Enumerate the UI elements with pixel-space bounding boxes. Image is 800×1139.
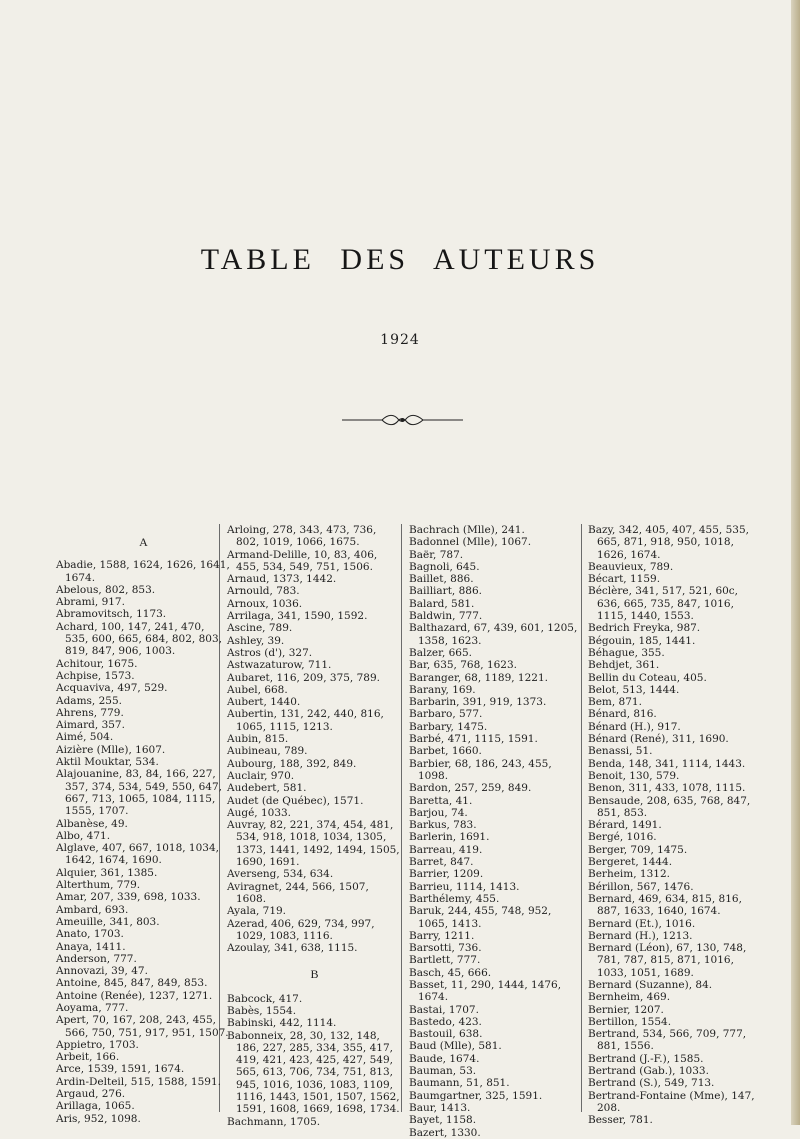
index-entry: Barbé, 471, 1115, 1591. (409, 733, 538, 746)
index-entry: Bernard (Léon), 67, 130, 748, 781, 787, 815, 871, 1016, 1033, 1051, 1689. (588, 942, 747, 979)
index-entry: Argaud, 276. (56, 1088, 126, 1101)
index-entry: Baranger, 68, 1189, 1221. (409, 671, 548, 684)
index-entry: Bazert, 1330. (409, 1126, 481, 1139)
index-entry: Achitour, 1675. (56, 657, 138, 670)
index-entry: Bertrand (J.-F.), 1585. (588, 1052, 704, 1065)
index-entry: Averseng, 534, 634. (227, 868, 334, 881)
index-entry: Babonneix, 28, 30, 132, 148, 186, 227, 285, 334, 355, 417, 419, 421, 423, 425, 427, 549, 565, 613, 706, 734, 751, 813, 945, 1016, 1036, 1083, 1109, 1116, 1443, 1501, 1507, 1562, 1591, 1608, 1669, 1698, 1734. (227, 1029, 400, 1116)
index-entry: Baillet, 886. (409, 573, 474, 586)
index-column-2 (227, 524, 402, 1128)
index-entry: Belot, 513, 1444. (588, 683, 680, 696)
index-entry: Barry, 1211. (409, 929, 475, 942)
index-entry: Aimé, 504. (56, 731, 114, 744)
index-entry: Aubertin, 131, 242, 440, 816, 1065, 1115, 1213. (227, 708, 384, 733)
index-entry: Bénard (H.), 917. (588, 720, 681, 733)
index-entry: Babès, 1554. (227, 1004, 297, 1017)
index-entry: Babcock, 417. (227, 992, 303, 1005)
index-entry: Bertrand (S.), 549, 713. (588, 1077, 715, 1090)
year-heading: 1924 (380, 332, 420, 348)
index-entry: Bauman, 53. (409, 1065, 477, 1078)
index-entry: Anato, 1703. (56, 928, 124, 941)
index-entry: Bertrand (Gab.), 1033. (588, 1065, 709, 1078)
index-entry: Baur, 1413. (409, 1101, 471, 1114)
index-entry: Ameuille, 341, 803. (56, 915, 160, 928)
index-entry: Bergé, 1016. (588, 831, 657, 844)
index-entry: Abrami, 917. (56, 596, 125, 609)
index-entry: Baër, 787. (409, 548, 464, 561)
ornament-divider (340, 410, 465, 430)
index-entry: Baude, 1674. (409, 1052, 480, 1065)
index-entry: Behdjet, 361. (588, 659, 660, 672)
index-entry: Bernard (Et.), 1016. (588, 917, 696, 930)
index-entry: Azoulay, 341, 638, 1115. (227, 942, 358, 955)
index-entry: Bernard (H.), 1213. (588, 929, 693, 942)
index-entry: Arrilaga, 341, 1590, 1592. (227, 610, 368, 623)
index-entry: Barbaro, 577. (409, 708, 483, 721)
index-entry: Aubourg, 188, 392, 849. (227, 757, 357, 770)
index-entry: Baldwin, 777. (409, 610, 483, 623)
index-entry: Aubaret, 116, 209, 375, 789. (227, 671, 380, 684)
index-entry: Baumann, 51, 851. (409, 1077, 510, 1090)
page-title: TABLE DES AUTEURS (200, 243, 600, 276)
index-entry: Astwazaturow, 711. (227, 659, 332, 672)
index-entry: Arnould, 783. (227, 585, 300, 598)
index-entry: Aviragnet, 244, 566, 1507, 1608. (227, 880, 369, 905)
index-entry: Barthélemy, 455. (409, 892, 500, 905)
index-entry: Auclair, 970. (227, 769, 295, 782)
index-entry: Bardon, 257, 259, 849. (409, 782, 532, 795)
index-entry: Bagnoli, 645. (409, 560, 480, 573)
index-entry: Bellin du Coteau, 405. (588, 671, 707, 684)
index-entry: Audebert, 581. (227, 782, 307, 795)
index-entry: Arnaud, 1373, 1442. (227, 573, 337, 586)
index-entry: Acquaviva, 497, 529. (56, 682, 168, 695)
index-entry: Barjou, 74. (409, 806, 468, 819)
index-entry: Bertrand-Fontaine (Mme), 147, 208. (588, 1089, 755, 1114)
index-entry: Arnoux, 1036. (227, 597, 303, 610)
index-entry: Abelous, 802, 853. (56, 583, 156, 596)
index-entry: Anderson, 777. (56, 952, 137, 965)
index-entry: Arillaga, 1065. (56, 1100, 135, 1113)
index-entry: Basset, 11, 290, 1444, 1476, 1674. (409, 978, 562, 1004)
index-entry: Balzer, 665. (409, 646, 472, 659)
index-entry: Appietro, 1703. (56, 1038, 139, 1051)
index-entry: Barlerin, 1691. (409, 831, 490, 844)
index-entry: Bayet, 1158. (409, 1114, 477, 1127)
index-entry: Bernard (Suzanne), 84. (588, 978, 713, 991)
index-entry: Besser, 781. (588, 1114, 653, 1127)
index-entry: Bernier, 1207. (588, 1003, 664, 1016)
index-entry: Barbet, 1660. (409, 745, 482, 758)
index-entry: Aktil Mouktar, 534. (56, 756, 159, 769)
index-entry: Ardin-Delteil, 515, 1588, 1591. (56, 1075, 221, 1088)
index-entry: Amar, 207, 339, 698, 1033. (56, 891, 201, 904)
index-entry: Anaya, 1411. (56, 940, 126, 953)
index-entry: Bastouil, 638. (409, 1028, 483, 1041)
index-entry: Beauvieux, 789. (588, 560, 674, 573)
index-entry: Berger, 709, 1475. (588, 843, 688, 856)
index-entry: Apert, 70, 167, 208, 243, 455, 566, 750, 751, 917, 951, 1507. (56, 1014, 229, 1039)
index-column-1 (56, 524, 231, 1125)
entries-column-1 (56, 559, 231, 1125)
index-entry: Barany, 169. (409, 683, 476, 696)
index-entry: Alquier, 361, 1385. (56, 866, 158, 879)
index-entry: Bérard, 1491. (588, 819, 662, 832)
index-entry: Antoine, 845, 847, 849, 853. (56, 977, 208, 990)
index-entry: Abramovitsch, 1173. (56, 608, 167, 621)
index-entry: Abadie, 1588, 1624, 1626, 1641, 1674. (56, 559, 230, 584)
section-letter-b: B (310, 967, 319, 982)
index-entry: Arce, 1539, 1591, 1674. (56, 1063, 185, 1076)
index-entry: Aubert, 1440. (227, 696, 301, 709)
index-entry: Baretta, 41. (409, 794, 473, 807)
index-entry: Barret, 847. (409, 856, 474, 869)
index-entry: Barbarin, 391, 919, 1373. (409, 696, 547, 709)
index-entry: Bastedo, 423. (409, 1015, 482, 1028)
index-entry: Albo, 471. (56, 829, 111, 842)
section-letter-a: A (139, 535, 148, 549)
index-entry: Bazy, 342, 405, 407, 455, 535, 665, 871, 918, 950, 1018, 1626, 1674. (588, 524, 749, 561)
index-entry: Benon, 311, 433, 1078, 1115. (588, 782, 746, 795)
index-entry: Aubin, 815. (227, 733, 289, 746)
index-entry: Béclère, 341, 517, 521, 60c, 636, 665, 735, 847, 1016, 1115, 1440, 1553. (588, 585, 739, 623)
index-entry: Bergeret, 1444. (588, 856, 673, 869)
index-entry: Audet (de Québec), 1571. (227, 794, 364, 807)
index-entry: Bailliart, 886. (409, 585, 482, 598)
index-entry: Bertrand, 534, 566, 709, 777, 881, 1556. (588, 1028, 747, 1053)
index-entry: Bensaude, 208, 635, 768, 847, 851, 853. (588, 794, 751, 819)
index-column-4 (588, 524, 763, 1127)
index-entry: Aoyama, 777. (56, 1001, 129, 1014)
index-entry: Bénard, 816. (588, 708, 657, 721)
index-entry: Ahrens, 779. (56, 706, 124, 719)
entries-column-3 (409, 524, 584, 1139)
index-entry: Bégouin, 185, 1441. (588, 634, 696, 647)
index-entry: Adams, 255. (56, 694, 122, 707)
index-entry: Bernheim, 469. (588, 991, 671, 1004)
index-entry: Berheim, 1312. (588, 868, 670, 881)
index-entry: Balthazard, 67, 439, 601, 1205, 1358, 1623. (409, 622, 578, 647)
index-entry: Aris, 952, 1098. (56, 1112, 141, 1125)
index-entry: Bachrach (Mlle), 241. (409, 524, 525, 536)
index-entry: Antoine (Renée), 1237, 1271. (56, 989, 213, 1002)
index-entry: Aubineau, 789. (227, 745, 308, 758)
index-entry: Alglave, 407, 667, 1018, 1034, 1642, 1674, 1690. (56, 842, 219, 867)
index-entry: Barbary, 1475. (409, 720, 488, 733)
index-entry: Bar, 635, 768, 1623. (409, 659, 518, 672)
index-entry: Aizière (Mlle), 1607. (56, 743, 166, 756)
index-column-3 (409, 524, 584, 1139)
index-entry: Arbeit, 166. (56, 1051, 120, 1064)
index-entry: Barsotti, 736. (409, 942, 482, 955)
index-entry: Aubel, 668. (227, 683, 288, 696)
index-entry: Baruk, 244, 455, 748, 952, 1065, 1413. (409, 905, 552, 930)
index-entry: Albanèse, 49. (56, 817, 128, 830)
index-entry: Barreau, 419. (409, 843, 483, 856)
index-entry: Baud (Mlle), 581. (409, 1040, 502, 1053)
index-entry: Achard, 100, 147, 241, 470, 535, 600, 665, 684, 802, 803, 819, 847, 906, 1003. (56, 620, 222, 658)
index-entry: Azerad, 406, 629, 734, 997, 1029, 1083, 1116. (227, 917, 375, 942)
index-entry: Bertillon, 1554. (588, 1015, 672, 1028)
index-entry: Bem, 871. (588, 696, 642, 709)
index-entry: Ambard, 693. (56, 903, 129, 916)
index-entry: Barkus, 783. (409, 819, 477, 832)
index-entry: Basch, 45, 666. (409, 966, 492, 979)
index-entry: Ashley, 39. (227, 634, 285, 647)
index-entry: Benda, 148, 341, 1114, 1443. (588, 757, 746, 770)
index-entry: Augé, 1033. (227, 806, 292, 819)
index-entry: Bartlett, 777. (409, 954, 481, 967)
index-entry: Alterthum, 779. (56, 879, 141, 892)
index-entry: Bérillon, 567, 1476. (588, 880, 694, 893)
index-entry: Baumgartner, 325, 1591. (409, 1089, 543, 1102)
index-entry: Astros (d'), 327. (227, 646, 313, 659)
index-entry: Barrier, 1209. (409, 868, 484, 881)
index-entry: Ascine, 789. (227, 622, 293, 635)
index-entry: Auvray, 82, 221, 374, 454, 481, 534, 918, 1018, 1034, 1305, 1373, 1441, 1492, 1494, 1505, 1690, 1691. (227, 819, 400, 869)
index-entry: Armand-Delille, 10, 83, 406, 455, 534, 549, 751, 1506. (227, 548, 378, 573)
entries-column-4 (588, 524, 763, 1127)
index-entry: Benoit, 130, 579. (588, 769, 680, 782)
entries-column-2b (227, 993, 402, 1128)
index-entry: Alajouanine, 83, 84, 166, 227, 357, 374, 534, 549, 550, 647, 667, 713, 1065, 1084, 1115, 1555, 1707. (56, 768, 222, 818)
index-entry: Bachmann, 1705. (227, 1115, 321, 1128)
index-entry: Badonnel (Mlle), 1067. (409, 536, 532, 549)
index-entry: Bénard (René), 311, 1690. (588, 733, 729, 746)
index-entry: Babinski, 442, 1114. (227, 1017, 337, 1030)
index-entry: Balard, 581. (409, 597, 475, 610)
index-entry: Bécart, 1159. (588, 573, 661, 586)
entries-column-2a (227, 524, 402, 954)
page-edge-shadow (791, 0, 800, 1125)
index-entry: Ayala, 719. (227, 905, 287, 918)
index-entry: Aimard, 357. (56, 719, 125, 732)
index-entry: Bastai, 1707. (409, 1003, 479, 1016)
index-entry: Bernard, 469, 634, 815, 816, 887, 1633, 1640, 1674. (588, 892, 742, 918)
index-entry: Béhague, 355. (588, 646, 665, 659)
index-entry: Bedrich Freyka, 987. (588, 622, 701, 635)
index-entry: Barrieu, 1114, 1413. (409, 880, 520, 893)
index-entry: Annovazi, 39, 47. (56, 965, 148, 978)
index-entry: Benassi, 51. (588, 745, 653, 758)
index-entry: Achpise, 1573. (56, 669, 135, 682)
index-entry: Arloing, 278, 343, 473, 736, 802, 1019, 1066, 1675. (227, 524, 377, 549)
index-entry: Barbier, 68, 186, 243, 455, 1098. (409, 757, 552, 782)
